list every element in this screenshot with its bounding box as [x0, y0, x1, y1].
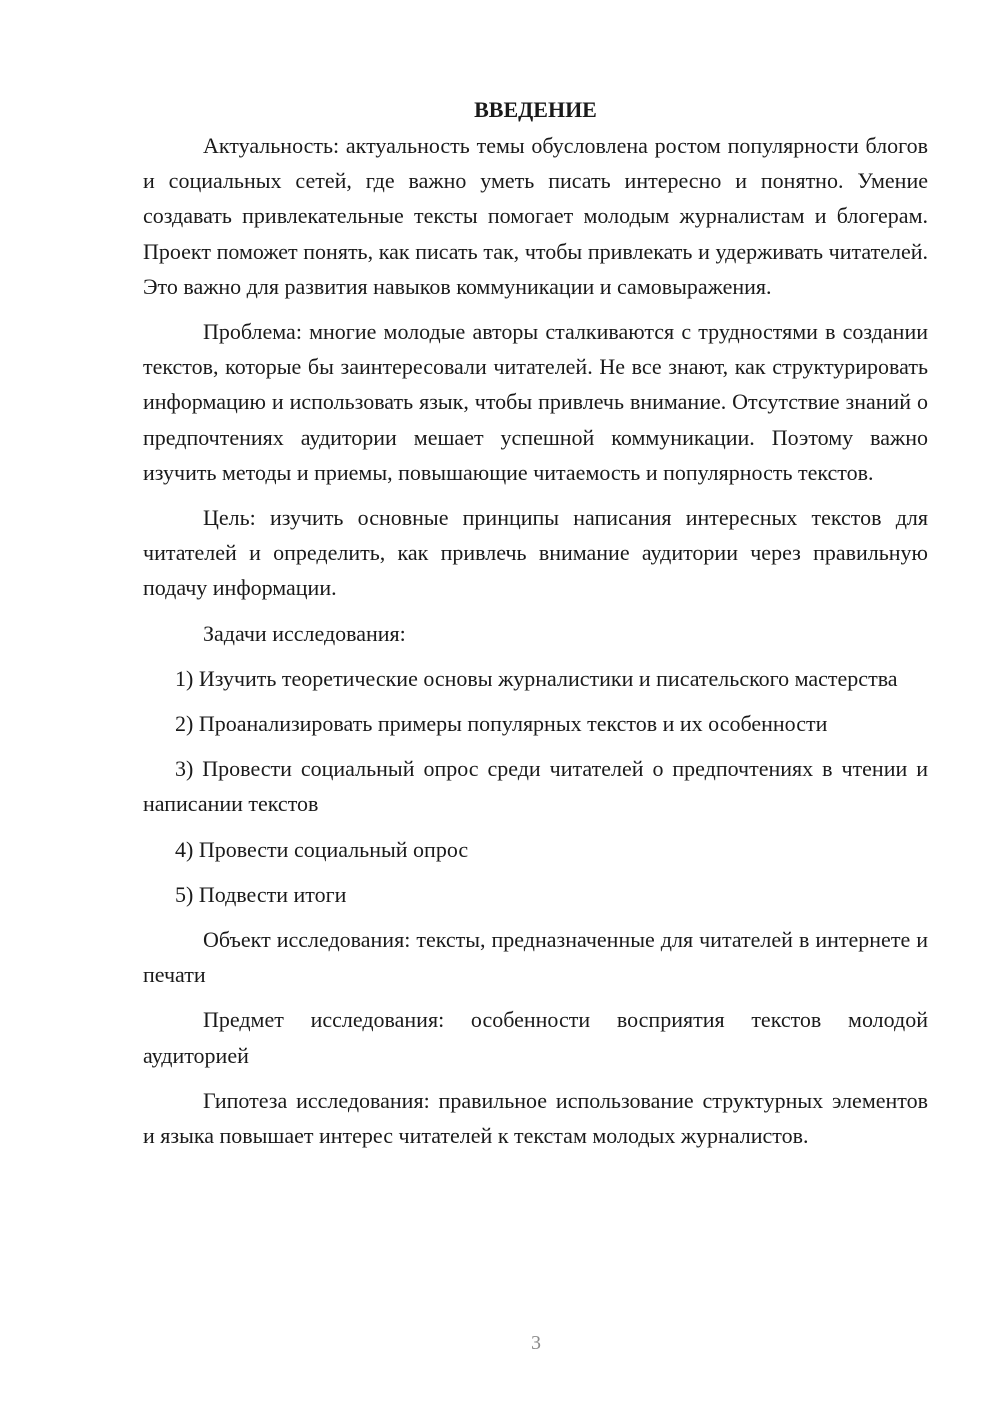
hypothesis-paragraph: Гипотеза исследования: правильное использование структурных элементов и языка повышает интерес читателей к текстам молодых журналистов. — [143, 1087, 928, 1149]
object-paragraph: Объект исследования: тексты, предназначенные для читателей в интернете и печати — [143, 927, 928, 988]
page-number: 3 — [531, 1332, 541, 1354]
task-item-5: 5) Подвести итоги — [175, 881, 347, 907]
document-page — [143, 92, 928, 1153]
task-item-2: 2) Проанализировать примеры популярных текстов и их особенности — [175, 711, 828, 737]
tasks-heading: Задачи исследования: — [203, 620, 406, 646]
problem-paragraph: Проблема: многие молодые авторы сталкиваются с трудностями в создании текстов, которые бы заинтересовали читателей. Не все знают, как структурировать информацию и использовать язык, чтобы привлечь внимание. Отсутствие знаний о предпочтениях аудитории мешает успешной коммуникации. Поэтому важно изучить методы и приемы, повышающие читаемость и популярность текстов. — [143, 319, 928, 485]
relevance-paragraph: Актуальность: актуальность темы обусловлена ростом популярности блогов и социальных сетей, где важно уметь писать интересно и понятно. Умение создавать привлекательные тексты помогает молодым журналистам и блогерам. Проект поможет понять, как писать так, чтобы привлекать и удерживать читателей. Это важно для развития навыков коммуникации и самовыражения. — [143, 133, 928, 299]
task-item-1: 1) Изучить теоретические основы журналистики и писательского мастерства — [175, 665, 898, 691]
document-title: ВВЕДЕНИЕ — [474, 97, 597, 122]
task-item-4: 4) Провести социальный опрос — [175, 836, 469, 862]
goal-paragraph: Цель: изучить основные принципы написания интересных текстов для читателей и определить, как привлечь внимание аудитории через правильную подачу информации. — [143, 505, 928, 601]
task-item-3: 3) Провести социальный опрос среди читателей о предпочтениях в чтении и написании текстов — [143, 756, 928, 817]
subject-paragraph: Предмет исследования: особенности восприятия текстов молодой аудиторией — [143, 1007, 928, 1068]
